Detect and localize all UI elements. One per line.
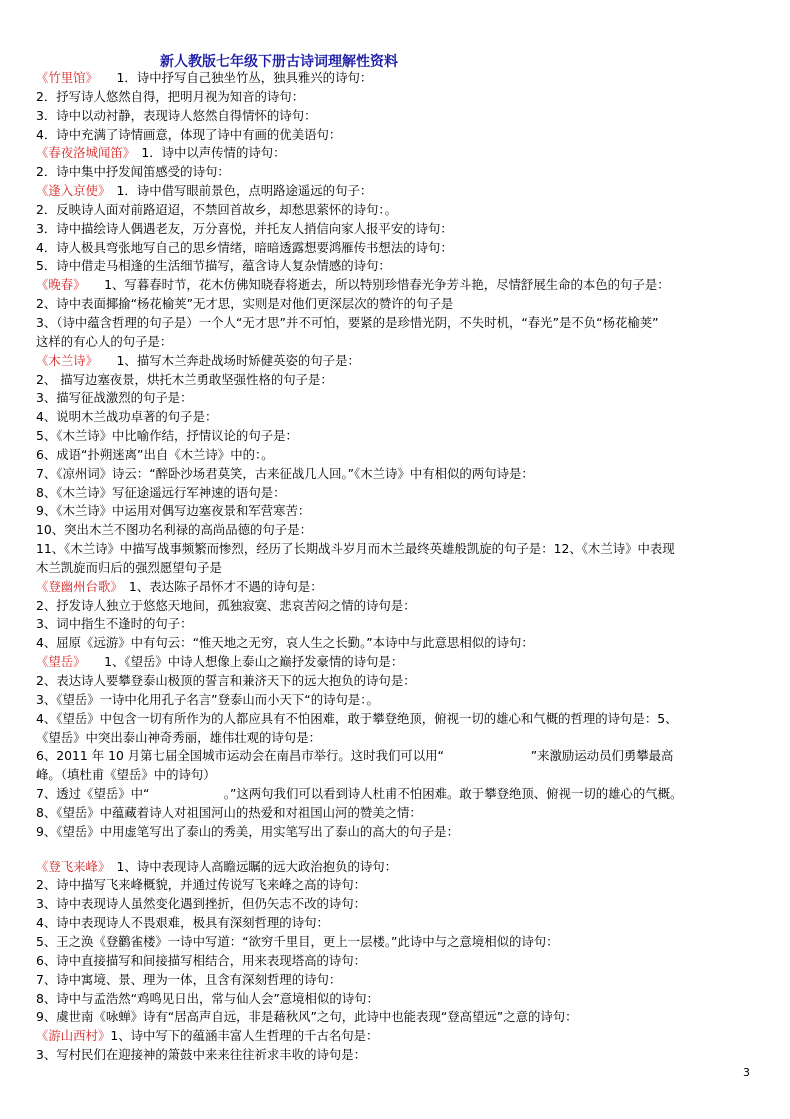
question-text: 1、诗中写下的蕴涵丰富人生哲理的千古名句是： xyxy=(110,1028,379,1044)
question-line xyxy=(36,842,766,858)
question-list xyxy=(36,69,766,1065)
question-text: 2．反映诗人面对前路迢迢，不禁回首故乡，却愁思萦怀的诗句：。 xyxy=(36,201,398,217)
question-text: 2．抒写诗人悠然自得，把明月视为知音的诗句： xyxy=(36,88,305,104)
question-line xyxy=(36,933,766,952)
question-line xyxy=(36,201,766,220)
question-text: 4．诗中充满了诗情画意，体现了诗中有画的优美语句： xyxy=(36,126,342,142)
question-text: 2、表达诗人要攀登泰山极顶的誓言和兼济天下的远大抱负的诗句是： xyxy=(36,673,416,688)
question-text: 5．诗中借走马相逢的生活细节描写，蕴含诗人复杂情感的诗句： xyxy=(36,258,391,274)
question-line xyxy=(36,389,766,408)
question-line xyxy=(36,144,766,163)
question-line xyxy=(36,823,766,842)
question-line xyxy=(36,691,766,710)
poem-title: 《登幽州台歌》 xyxy=(36,578,117,594)
question-line xyxy=(36,971,766,990)
question-text: 6、成语“扑朔迷离”出自《木兰诗》中的：。 xyxy=(36,446,274,462)
question-text: 2、诗中表面揶揄“杨花榆荚”无才思，实则是对他们更深层次的赞许的句子是 xyxy=(36,296,454,312)
document-title: 新人教版七年级下册古诗词理解性资料 xyxy=(160,54,398,70)
question-line xyxy=(36,729,766,748)
question-text: 11、《木兰诗》中描写战事频繁而惨烈，经历了长期战斗岁月而木兰最终英雄般凯旋的句子是：12、《木兰诗》中表现 xyxy=(36,541,675,557)
poem-title: 《逢入京使》 xyxy=(36,183,105,199)
question-text: 4、诗中表现诗人不畏艰难，极具有深刻哲理的诗句： xyxy=(36,915,329,931)
question-text: 7、《凉州词》诗云：“醉卧沙场君莫笑，古来征战几人回。”《木兰诗》中有相似的两句诗是： xyxy=(36,465,534,481)
question-text: 5、《木兰诗》中比喻作结，抒情议论的句子是： xyxy=(36,428,298,444)
question-text: 3、写村民们在迎接神的箫鼓中来来往往祈求丰收的诗句是： xyxy=(36,1047,367,1063)
question-text: 1、描写木兰奔赴战场时矫健英姿的句子是： xyxy=(91,352,360,368)
poem-title: 《游山西村》 xyxy=(36,1028,111,1044)
question-line xyxy=(36,352,766,371)
question-text: 3．诗中描绘诗人偶遇老友，万分喜悦，并托友人捎信向家人报平安的诗句： xyxy=(36,220,453,236)
question-text: 3、词中指生不逢时的句子： xyxy=(36,616,193,632)
question-text: 9、《望岳》中用虚笔写出了泰山的秀美，用实笔写出了泰山的高大的句子是： xyxy=(36,823,459,839)
question-line xyxy=(36,766,766,785)
question-line xyxy=(36,615,766,634)
question-line xyxy=(36,1008,766,1027)
question-text: 3、诗中表现诗人虽然变化遇到挫折，但仍矢志不改的诗句： xyxy=(36,896,367,912)
question-line xyxy=(36,502,766,521)
question-text: 8、《木兰诗》写征途遥远行军神速的语句是： xyxy=(36,484,286,500)
question-text: 9、《木兰诗》中运用对偶写边塞夜景和军营寒苦： xyxy=(36,503,311,519)
question-line xyxy=(36,597,766,616)
question-text: 木兰凯旋而归后的强烈愿望句子是 xyxy=(36,559,222,575)
question-line xyxy=(36,858,766,877)
question-line xyxy=(36,276,766,295)
question-line xyxy=(36,672,766,691)
poem-title: 《春夜洛城闻笛》 xyxy=(36,145,129,161)
question-line xyxy=(36,521,766,540)
question-line xyxy=(36,747,766,766)
question-text: 1、表达陈子昂怀才不遇的诗句是： xyxy=(116,578,323,594)
question-line xyxy=(36,333,766,352)
question-line xyxy=(36,314,766,333)
question-line xyxy=(36,163,766,182)
question-line xyxy=(36,710,766,729)
question-text: 1、诗中表现诗人高瞻远瞩的远大政治抱负的诗句： xyxy=(104,858,398,874)
question-text: 8、诗中与孟浩然“鸡鸣见日出，常与仙人会”意境相似的诗句： xyxy=(36,990,379,1006)
question-text: 3、（诗中蕴含哲理的句子是）一个人“无才思”并不可怕，要紧的是珍惜光阴，不失时机，“春光”是不负“杨花榆荚” xyxy=(36,314,659,330)
question-line xyxy=(36,107,766,126)
question-text: 10、突出木兰不图功名利禄的高尚品德的句子是： xyxy=(36,522,312,538)
question-line xyxy=(36,88,766,107)
question-line xyxy=(36,408,766,427)
question-text: 3、《望岳》一诗中化用孔子名言”登泰山而小天下“的诗句是：。 xyxy=(36,691,379,707)
question-line xyxy=(36,540,766,559)
question-text: 2、 描写边塞夜景，烘托木兰勇敢坚强性格的句子是： xyxy=(36,371,333,387)
question-text: 4、《望岳》中包含一切有所作为的人都应具有不怕困难，敢于攀登绝顶，俯视一切的雄心和气概的哲理的诗句是：5、 xyxy=(36,710,678,726)
question-text: 3、描写征战激烈的句子是： xyxy=(36,390,193,406)
question-line xyxy=(36,1027,766,1046)
question-line xyxy=(36,804,766,823)
poem-title: 《竹里馆》 xyxy=(36,70,92,85)
question-text: 1、《望岳》中诗人想像上泰山之巅抒发豪情的诗句是： xyxy=(79,654,404,670)
question-text: 1．诗中抒写自己独坐竹丛，独具雅兴的诗句： xyxy=(91,70,373,85)
question-line xyxy=(36,220,766,239)
question-text: 9、虞世南《咏蝉》诗有“居高声自远，非是藉秋风”之句，此诗中也能表现“登高望远”之意的诗句： xyxy=(36,1009,578,1025)
question-text: 《望岳》中突出泰山神奇秀丽，雄伟壮观的诗句是： xyxy=(36,729,321,745)
question-text: 1、写暮春时节，花木仿佛知晓春将逝去，所以特别珍惜春光争芳斗艳，尽情舒展生命的本色的句子是： xyxy=(79,277,670,293)
question-line xyxy=(36,257,766,276)
question-line xyxy=(36,990,766,1009)
question-line xyxy=(36,578,766,597)
question-text: 6、2011 年 10 月第七届全国城市运动会在南昌市举行。这时我们可以用“ ”来激励运动员们勇攀最高 xyxy=(36,748,674,764)
question-text: 4．诗人极具弯张地写自己的思乡情绪，暗暗透露想要鸿雁传书想法的诗句： xyxy=(36,239,453,255)
question-text: 5、王之涣《登鹳雀楼》一诗中写道：“欲穷千里目，更上一层楼。”此诗中与之意境相似的诗句： xyxy=(36,933,559,949)
question-line xyxy=(36,876,766,895)
question-line xyxy=(36,1046,766,1065)
question-text: 7、透过《望岳》中“ 。”这两句我们可以看到诗人杜甫不怕困难。敢于攀登绝顶、俯视一切的雄心的气概。 xyxy=(36,786,683,802)
question-text: 2、抒发诗人独立于悠悠天地间，孤独寂寞、悲哀苦闷之情的诗句是： xyxy=(36,597,416,613)
question-line xyxy=(36,785,766,804)
question-line xyxy=(36,446,766,465)
question-line xyxy=(36,371,766,390)
question-text: 8、《望岳》中蕴藏着诗人对祖国河山的热爱和对祖国山河的赞美之情： xyxy=(36,804,422,820)
question-text: 1．诗中以声传情的诗句： xyxy=(128,145,286,161)
question-text: 7、诗中寓境、景、理为一体，且含有深刻哲理的诗句： xyxy=(36,971,342,987)
page-number: 3 xyxy=(743,1066,750,1079)
question-text: 4、说明木兰战功卓著的句子是： xyxy=(36,409,218,425)
question-text: 1．诗中借写眼前景色，点明路途遥远的句子： xyxy=(104,183,373,199)
poem-title: 《望岳》 xyxy=(36,654,80,670)
question-line xyxy=(36,653,766,672)
question-line xyxy=(36,465,766,484)
question-line xyxy=(36,126,766,145)
question-text: 峰。（填杜甫《望岳》中的诗句） xyxy=(36,767,216,783)
question-line xyxy=(36,484,766,503)
question-line xyxy=(36,634,766,653)
question-line xyxy=(36,182,766,201)
question-line xyxy=(36,952,766,971)
question-line xyxy=(36,295,766,314)
poem-title: 《登飞来峰》 xyxy=(36,858,105,874)
question-text: 4、屈原《远游》中有句云：“惟天地之无穷，哀人生之长勤。”本诗中与此意思相似的诗句： xyxy=(36,635,534,651)
question-text: 2、诗中描写飞来峰概貌，并通过传说写飞来峰之高的诗句： xyxy=(36,877,367,893)
question-line xyxy=(36,559,766,578)
question-line xyxy=(36,427,766,446)
question-text: 3．诗中以动衬静，表现诗人悠然自得情怀的诗句： xyxy=(36,107,317,123)
question-text: 这样的有心人的句子是： xyxy=(36,333,173,349)
question-text: 6、诗中直接描写和间接描写相结合，用来表现塔高的诗句： xyxy=(36,952,367,968)
question-text: 2．诗中集中抒发闻笛感受的诗句： xyxy=(36,164,230,180)
question-line xyxy=(36,239,766,258)
question-line xyxy=(36,69,766,88)
poem-title: 《木兰诗》 xyxy=(36,352,92,368)
poem-title: 《晚春》 xyxy=(36,277,80,293)
question-line xyxy=(36,914,766,933)
question-line xyxy=(36,895,766,914)
